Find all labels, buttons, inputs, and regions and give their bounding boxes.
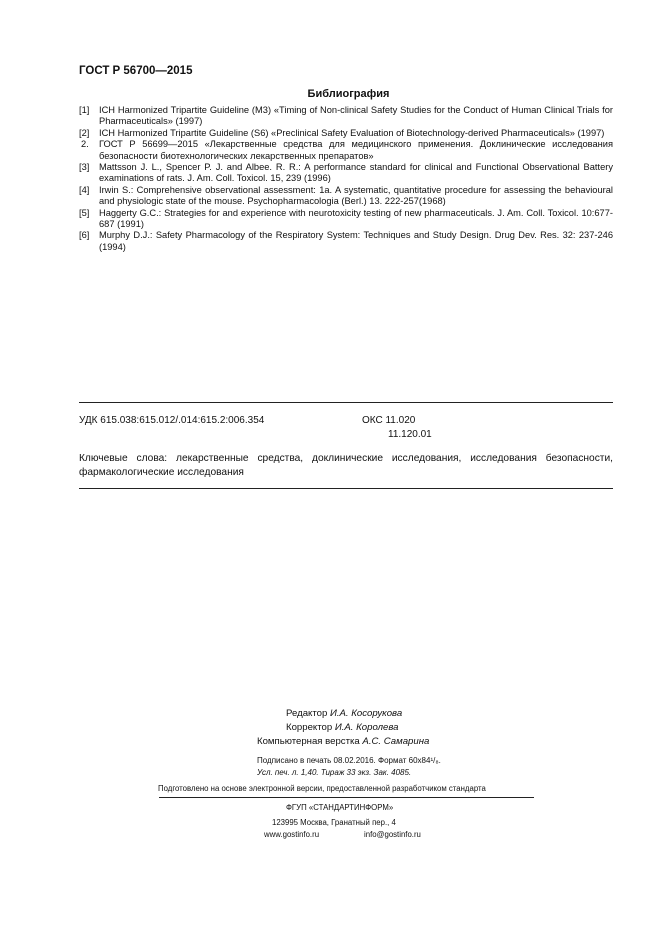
entry-text: ГОСТ Р 56699—2015 «Лекарственные средства для медицинского применения. Доклинические исследования безопасности биотехнологических лекарственных препаратов» — [99, 139, 613, 161]
entry-number: [4] — [79, 184, 90, 195]
corrector-label: Корректор — [286, 722, 333, 733]
entry-number: 2. — [81, 139, 89, 150]
publisher-address: 123995 Москва, Гранатный пер., 4 — [272, 818, 396, 827]
editor-label: Редактор — [286, 708, 328, 719]
publisher-email: info@gostinfo.ru — [364, 830, 421, 839]
print-info-line1: Подписано в печать 08.02.2016. Формат 60x84¹/₈. — [257, 756, 441, 765]
layout-label: Компьютерная верстка — [257, 736, 360, 747]
bibliography-entry — [79, 128, 613, 139]
footer-divider — [159, 797, 534, 798]
divider-top — [79, 402, 613, 403]
bibliography-title: Библиография — [307, 88, 390, 100]
bibliography-entry — [79, 162, 613, 185]
keywords-text: Ключевые слова: лекарственные средства, доклинические исследования, исследования безопасности, фармакологические исследования — [79, 453, 613, 478]
bibliography-entry — [79, 208, 613, 231]
entry-text: Haggerty G.C.: Strategies for and experience with neurotoxicity testing of new pharmaceuticals. J. Am. Coll. Toxicol. 10:677-687 (1991) — [99, 207, 613, 230]
publisher-website: www.gostinfo.ru — [264, 830, 320, 839]
udc-code: УДК 615.038:615.012/.014:615.2:006.354 — [79, 415, 265, 426]
entry-text: ICH Harmonized Tripartite Guideline (M3) «Timing of Non-clinical Safety Studies for the Conduct of Human Clinical Trials for Pharmaceuticals» (1997) — [99, 105, 613, 127]
bibliography-list — [79, 105, 613, 253]
entry-number: [5] — [79, 207, 90, 218]
publisher-name: ФГУП «СТАНДАРТИНФОРМ» — [286, 803, 394, 812]
basis-note: Подготовлено на основе электронной версии, предоставленной разработчиком стандарта — [158, 784, 486, 793]
bibliography-entry — [79, 185, 613, 208]
entry-number: [2] — [79, 127, 90, 138]
entry-number: [3] — [79, 162, 90, 173]
bibliography-entry — [79, 105, 613, 128]
entry-text: Irwin S.: Comprehensive observational assessment: 1a. A systematic, quantitative procedure for assessing the behavioural and physiologic state of the mouse. Psychopharmacologia (Berl.) 13. 222-257(1968) — [99, 184, 613, 207]
entry-text: ICH Harmonized Tripartite Guideline (S6) «Preclinical Safety Evaluation of Biotechnology-derived Pharmaceuticals» (1997) — [99, 127, 605, 138]
entry-number: [1] — [79, 105, 90, 115]
bibliography-entry — [79, 230, 613, 253]
bibliography-entry — [79, 139, 613, 162]
editor-name: И.А. Косорукова — [329, 708, 403, 719]
oks-code-secondary: 11.120.01 — [388, 429, 432, 440]
entry-number: [6] — [79, 230, 90, 241]
layout-line — [257, 736, 429, 747]
layout-name: А.С. Самарина — [362, 736, 430, 747]
entry-text: Murphy D.J.: Safety Pharmacology of the Respiratory System: Techniques and Study Design. Drug Dev. Res. 32: 237-246 (1994) — [99, 230, 613, 252]
print-info-line2: Усл. печ. л. 1,40. Тираж 33 экз. Зак. 4085. — [257, 768, 412, 777]
editor-line — [286, 708, 402, 719]
standard-code: ГОСТ Р 56700—2015 — [79, 65, 193, 77]
corrector-name: И.А. Королева — [334, 722, 399, 733]
entry-text: Mattsson J. L., Spencer P. J. and Albee. R. R.: A performance standard for clinical and Functional Observational Battery examinations of rats. J. Am. Coll. Toxicol. 15, 239 (1996) — [99, 162, 613, 184]
corrector-line — [286, 722, 398, 733]
oks-code: ОКС 11.020 — [362, 415, 416, 426]
divider-bottom — [79, 488, 613, 489]
